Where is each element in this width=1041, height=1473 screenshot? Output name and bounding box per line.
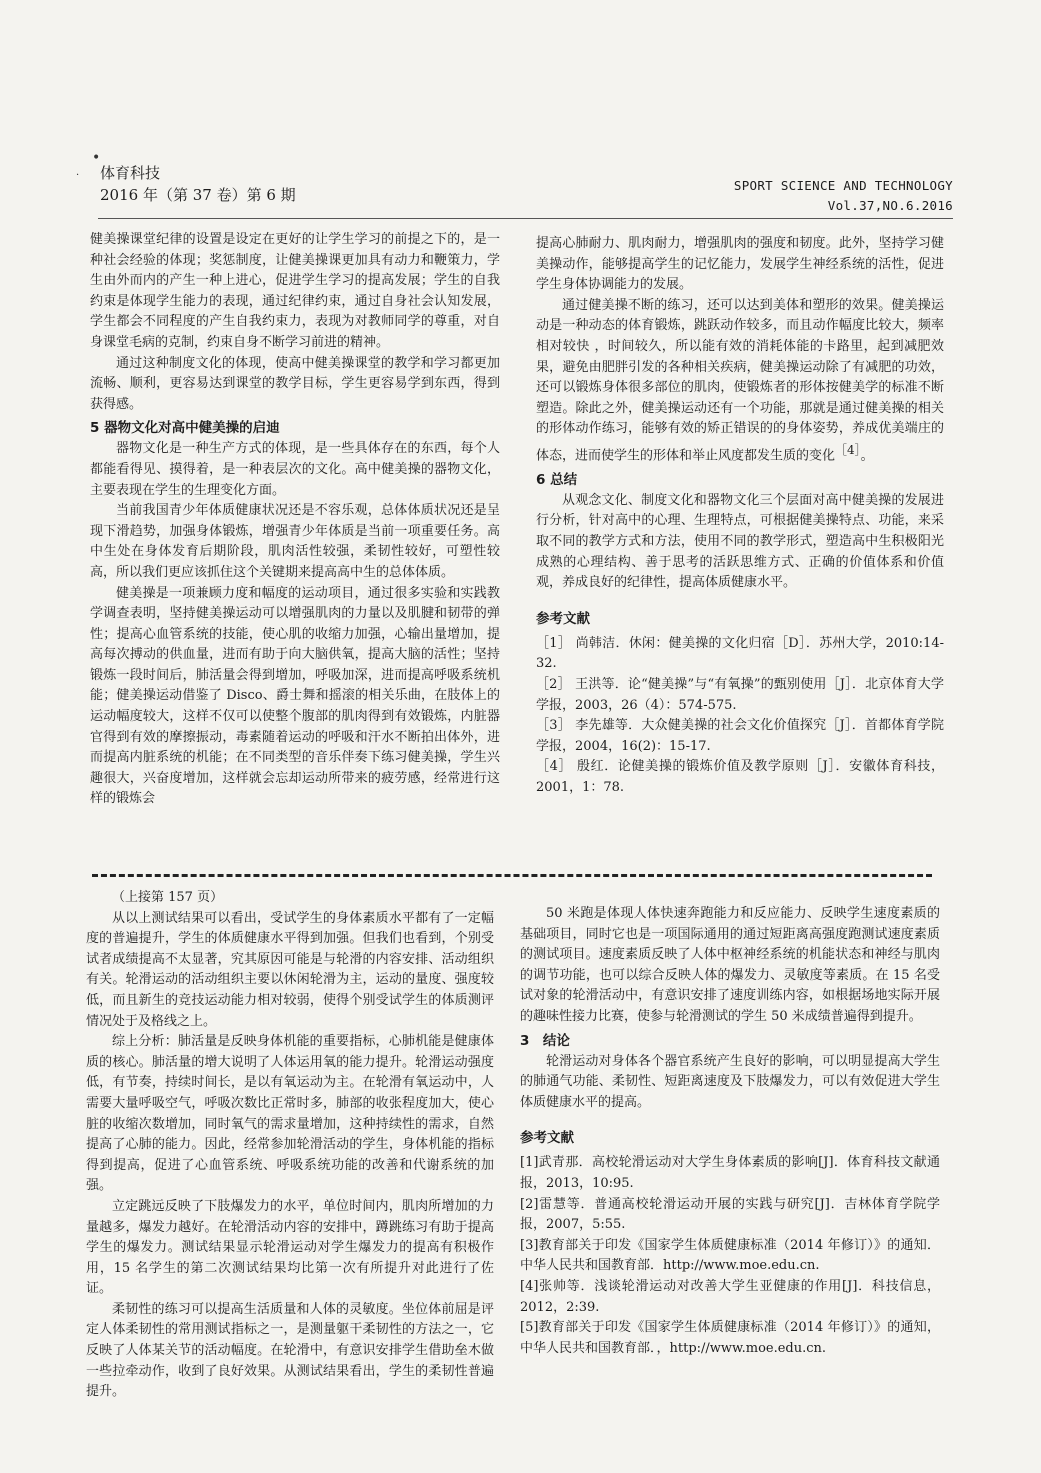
references-title: 参考文献 xyxy=(520,1130,574,1147)
paragraph: 健美操是一项兼顾力度和幅度的运动项目，通过很多实验和实践教学调查表明，坚持健美操运动可以增强肌肉的力量以及肌腱和韧带的弹性；提高心血管系统的技能，使心肌的收缩力加强，心输出量增加，提高每次搏动的供血量，进而有助于向大脑供氧，提高大脑的活性；坚持锻炼一段时间后，肺活量会得到增加，呼吸加深，进而提高呼吸系统机能；健美操运动借鉴了 Disco、爵士舞和摇滚的相关乐曲，在肢体上的运动幅度较大，这样不仅可以使整个腹部的肌肉得到有效锻炼，内脏器官得到有效的摩擦振动，毒素随着运动的呼吸和汗水不断拍出体外，进而提高内脏系统的机能；在不同类型的音乐伴奏下练习健美操，学生兴趣很大，兴奋度增加，这样就会忘却运动所带来的疲劳感，经常进行这样的锻炼会 xyxy=(90,585,500,807)
paragraph: 从以上测试结果可以看出，受试学生的身体素质水平都有了一定幅度的普遍提升，学生的体质健康水平得到加强。但我们也看到，个别受试者成绩提高不太显著，究其原因可能是与轮滑的内容安排、活动组织有关。轮滑运动的活动组织主要以休闲轮滑为主，运动的量度、强度较低，而且新生的竞技运动能力相对较弱，使得个别受试学生的体质测评情况处于及格线之上。 xyxy=(86,910,494,1029)
reference-item: ［2］ 王洪等．论“健美操”与“有氧操”的甄别使用［J］．北京体育大学学报，2003，26（4）：574-575. xyxy=(536,677,944,713)
paragraph: 通过这种制度文化的体现，使高中健美操课堂的教学和学习都更加流畅、顺利，更容易达到课堂的教学目标，学生更容易学到东西，得到获得感。 xyxy=(90,355,500,412)
reference-item: [1]武青那．高校轮滑运动对大学生身体素质的影响[J]．体育科技文献通报，2013，10:95. xyxy=(520,1155,940,1191)
reference-item: ［3］ 李先雄等．大众健美操的社会文化价值探究［J］．首都体育学院学报，2004，16(2)：15-17. xyxy=(536,718,944,754)
journal-header-cn xyxy=(100,162,296,206)
section-heading: 6 总结 xyxy=(536,471,578,488)
paragraph xyxy=(536,296,944,467)
reference-item: [4]张帅等．浅谈轮滑运动对改善大学生亚健康的作用[J]．科技信息，2012，2:39. xyxy=(520,1278,940,1315)
article2-left-column xyxy=(86,888,494,1403)
reference-item: ［4］ 殷红．论健美操的锻炼价值及教学原则［J］．安徽体育科技，2001，1：78. xyxy=(536,759,944,795)
paragraph: 50 米跑是体现人体快速奔跑能力和反应能力、反映学生速度素质的基础项目，同时它也是一项国际通用的通过短距离高强度跑测试速度素质的测试项目。速度素质反映了人体中枢神经系统的机能状态和神经与肌肉的调节功能，也可以综合反映人体的爆发力、灵敏度等素质。在 15 名受试对象的轮滑活动中，有意识安排了速度训练内容，如根据场地实际开展的趣味性接力比赛，使参与轮滑测试的学生 50 米成绩普遍得到提升。 xyxy=(520,906,940,1024)
section-heading: 5 器物文化对高中健美操的启迪 xyxy=(90,420,280,437)
issue-info-en: Vol.37,NO.6.2016 xyxy=(827,198,953,213)
reference-item: [3]教育部关于印发《国家学生体质健康标准（2014 年修订）》的通知．中华人民共和国教育部．http://www.moe.edu.cn. xyxy=(520,1237,940,1274)
reference-item: [2]雷慧等．普通高校轮滑运动开展的实践与研究[J]．吉林体育学院学报，2007，5:55. xyxy=(520,1196,940,1233)
paragraph: 健美操课堂纪律的设置是设定在更好的让学生学习的前提之下的，是一种社会经验的体现；奖惩制度，让健美操课更加具有动力和鞭策力，学生由外而内的产生一种上进心，促进学生学习的提高发展；学生的自我约束是体现学生能力的表现，通过纪律约束，通过自身社会认知发展，学生都会不同程度的产生自我约束力，表现为对教师同学的尊重，对自身课堂毛病的克制，约束自身不断学习前进的精神。 xyxy=(90,232,500,350)
paragraph: 立定跳远反映了下肢爆发力的水平，单位时间内，肌肉所增加的力量越多，爆发力越好。在轮滑活动内容的安排中，蹲跳练习有助于提高学生的爆发力。测试结果显示轮滑运动对学生爆发力的提高有积极作用，15 名学生的第二次测试结果均比第一次有所提升对此进行了佐证。 xyxy=(86,1198,494,1297)
reference-item: ［1］ 尚韩洁．休闲：健美操的文化归宿［D］．苏州大学，2010:14-32. xyxy=(536,635,944,672)
journal-title-cn: 体育科技 xyxy=(100,164,161,182)
scan-speck: • xyxy=(92,150,101,166)
reference-item: [5]教育部关于印发《国家学生体质健康标准（2014 年修订）》的通知，中华人民共和国教育部．，http://www.moe.edu.cn. xyxy=(520,1320,940,1356)
paragraph: 综上分析：肺活量是反映身体机能的重要指标，心肺机能是健康体质的核心。肺活量的增大说明了人体运用氧的能力提升。轮滑运动强度低，有节奏，持续时间长，是以有氧运动为主。在轮滑有氧运动中，人需要大量呼吸空气，呼吸次数比正常时多，肺部的收张程度加大，使心脏的收缩次数增加，同时氧气的需求量增加，这种持续性的需求，自然提高了心肺的能力。因此，经常参加轮滑活动的学生，身体机能的指标得到提高，促进了心血管系统、呼吸系统功能的改善和代谢系统的加强。 xyxy=(86,1034,494,1194)
paragraph: 柔韧性的练习可以提高生活质量和人体的灵敏度。坐位体前屈是评定人体柔韧性的常用测试指标之一，是测量躯干柔韧性的方法之一，它反映了人体某关节的活动幅度。在轮滑中，有意识安排学生借助垒木做一些拉牵动作，收到了良好效果。从测试结果看出，学生的柔韧性普遍提升。 xyxy=(86,1301,494,1400)
paragraph-text: 通过健美操不断的练习，还可以达到美体和塑形的效果。健美操运动是一种动态的体育锻炼，跳跃动作较多，而且动作幅度比较大，频率相对较快 ，时间较久，所以能有效的消耗体能的卡路里，起到减肥效果，避免由肥胖引发的各种相关疾病，健美操运动除了有减肥的功效，还可以锻炼身体很多部位的肌肉，使锻炼者的形体按健美学的标准不断塑造。除此之外，健美操运动还有一个功能，那就是通过健美操的相关的形体动作练习，能够有效的矫正错误的的身体姿势，养成优美端庄的体态，进而使学生的形体和举止风度都发生质的变化 xyxy=(536,297,944,464)
paragraph-end: 。 xyxy=(860,448,874,464)
journal-title-en: SPORT SCIENCE AND TECHNOLOGY xyxy=(733,178,953,193)
citation-marker: ［4］ xyxy=(835,442,861,457)
section-heading: 3 结论 xyxy=(520,1032,570,1049)
journal-header-en xyxy=(734,176,953,216)
article1-left-column xyxy=(90,230,500,810)
paragraph: 从观念文化、制度文化和器物文化三个层面对高中健美操的发展进行分析，针对高中的心理、生理特点，可根据健美操特点、功能，来采取不同的教学方式和方法，使用不同的教学形式，塑造高中生积极阳光成熟的心理结构、善于思考的活跃思维方式、正确的价值体系和价值观，养成良好的纪律性，提高体质健康水平。 xyxy=(536,492,944,591)
references-title: 参考文献 xyxy=(536,610,590,627)
scan-speck: · xyxy=(76,170,80,181)
paragraph: 器物文化是一种生产方式的体现，是一些具体存在的东西，每个人都能看得见、摸得着，是一种表层次的文化。高中健美操的器物文化，主要表现在学生的生理变化方面。 xyxy=(90,441,500,498)
article1-right-column xyxy=(536,234,944,799)
article2-right-column xyxy=(520,904,940,1359)
issue-info-cn: 2016 年（第 37 卷）第 6 期 xyxy=(100,186,296,204)
article-divider xyxy=(92,874,932,881)
paragraph: 轮滑运动对身体各个器官系统产生良好的影响，可以明显提高大学生的肺通气功能、柔韧性、短距离速度及下肢爆发力，可以有效促进大学生体质健康水平的提高。 xyxy=(520,1053,940,1110)
header-rule xyxy=(98,218,953,219)
paragraph: 提高心肺耐力、肌肉耐力，增强肌肉的强度和韧度。此外，坚持学习健美操动作，能够提高学生的记忆能力，发展学生神经系统的活性，促进学生身体协调能力的发展。 xyxy=(536,236,944,293)
paragraph: 当前我国青少年体质健康状况还是不容乐观，总体体质状况还是呈现下滑趋势，加强身体锻炼，增强青少年体质是当前一项重要任务。高中生处在身体发育后期阶段，肌肉活性较强，柔韧性较好，可塑性较高，所以我们更应该抓住这个关键期来提高高中生的总体体质。 xyxy=(90,503,500,580)
continued-from-note: （上接第 157 页） xyxy=(112,890,224,905)
